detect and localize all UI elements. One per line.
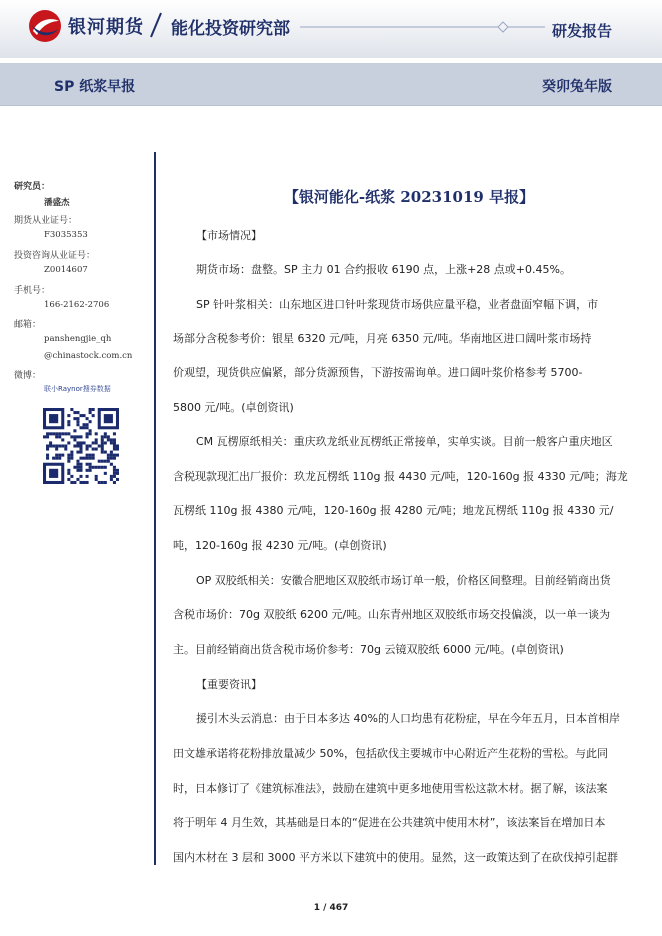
- report-title: 【银河能化-纸浆 20231019 早报】: [283, 188, 535, 206]
- brand-name: 银河期货: [68, 17, 144, 38]
- wechat-note: 联小Raynor搜券数据: [44, 385, 111, 393]
- softwood-pulp-line: SP 针叶浆相关：山东地区进口针叶浆现货市场供应量平稳，业者盘面窄幅下调，市: [196, 298, 599, 311]
- page-number: 1 / 467: [313, 903, 349, 913]
- product-band-border: [0, 105, 662, 106]
- corrugated-paper-line: 瓦楞纸 110g 报 4380 元/吨，120-160g 报 4280 元/吨；地龙瓦楞纸 110g 报 4330 元/: [173, 504, 614, 517]
- wechat-label: 微博：: [14, 371, 42, 381]
- email-line-1[interactable]: panshengjie_qh: [44, 334, 112, 344]
- corrugated-paper-line: 吨，120-160g 报 4230 元/吨。(卓创资讯): [173, 539, 387, 552]
- section-news-heading: 【重要资讯】: [196, 678, 262, 691]
- edition-label: 癸卯兔年版: [542, 79, 612, 95]
- news-line: 田文雄承诺将花粉排放量减少 50%，包括砍伐主要城市中心附近产生花粉的雪松。与此同: [173, 747, 608, 760]
- offset-paper-line: 主。目前经销商出货含税市场价参考：70g 云镜双胶纸 6000 元/吨。(卓创资讯): [173, 643, 564, 656]
- galaxy-logo-icon: [28, 9, 62, 43]
- softwood-pulp-line: 场部分含税参考价：银星 6320 元/吨，月亮 6350 元/吨。华南地区进口阔叶浆市场持: [173, 332, 592, 345]
- corrugated-paper-line: CM 瓦楞原纸相关：重庆玖龙纸业瓦楞纸正常接单，实单实谈。目前一般客户重庆地区: [196, 435, 613, 448]
- section-market-heading: 【市场情况】: [196, 229, 262, 242]
- researcher-label: 研究员：: [14, 182, 51, 192]
- report-type: 研发报告: [552, 22, 613, 40]
- softwood-pulp-line: 价观望，现货供应偏紧，部分货源预售，下游按需询单。进口阔叶浆价格参考 5700-: [173, 366, 583, 379]
- qr-code-icon: [43, 408, 119, 484]
- email-label: 邮箱：: [14, 320, 42, 330]
- product-name: SP 纸浆早报: [54, 79, 136, 95]
- futures-cert-number: F3035353: [44, 230, 88, 240]
- news-line: 将于明年 4 月生效，其基础是日本的“促进在公共建筑中使用木材”，该法案旨在增加日本: [173, 816, 606, 829]
- department-name: 能化投资研究部: [171, 19, 290, 39]
- brand-divider: [146, 10, 166, 40]
- offset-paper-line: 含税市场价：70g 双胶纸 6200 元/吨。山东青州地区双胶纸市场交投偏淡，以一单一谈为: [173, 608, 611, 621]
- news-line: 时，日本修订了《建筑标准法》，鼓励在建筑中更多地使用雪松这款木材。据了解，该法案: [173, 782, 608, 795]
- researcher-name: 潘盛杰: [44, 198, 70, 208]
- advisory-cert-number: Z0014607: [44, 265, 88, 275]
- news-line: 国内木材在 3 层和 3000 平方米以下建筑中的使用。显然，这一政策达到了在砍伐掉引起群: [173, 851, 618, 864]
- offset-paper-line: OP 双胶纸相关：安徽合肥地区双胶纸市场订单一般，价格区间整理。目前经销商出货: [196, 574, 611, 587]
- email-line-2[interactable]: @chinastock.com.cn: [44, 351, 133, 361]
- sidebar-divider: [154, 152, 156, 865]
- corrugated-paper-line: 含税现款现汇出厂报价：玖龙瓦楞纸 110g 报 4430 元/吨，120-160g 报 4330 元/吨；海龙: [173, 470, 628, 483]
- advisory-cert-label: 投资咨询从业证号：: [14, 251, 96, 261]
- phone-label: 手机号：: [14, 286, 51, 296]
- phone-number: 166-2162-2706: [44, 300, 110, 310]
- futures-market-line: 期货市场：盘整。SP 主力 01 合约报收 6190 点，上涨+28 点或+0.45%。: [196, 263, 571, 276]
- softwood-pulp-line: 5800 元/吨。(卓创资讯): [173, 401, 294, 414]
- futures-cert-label: 期货从业证号：: [14, 216, 78, 226]
- news-line: 援引木头云消息：由于日本多达 40%的人口均患有花粉症，早在今年五月，日本首相岸: [196, 712, 620, 725]
